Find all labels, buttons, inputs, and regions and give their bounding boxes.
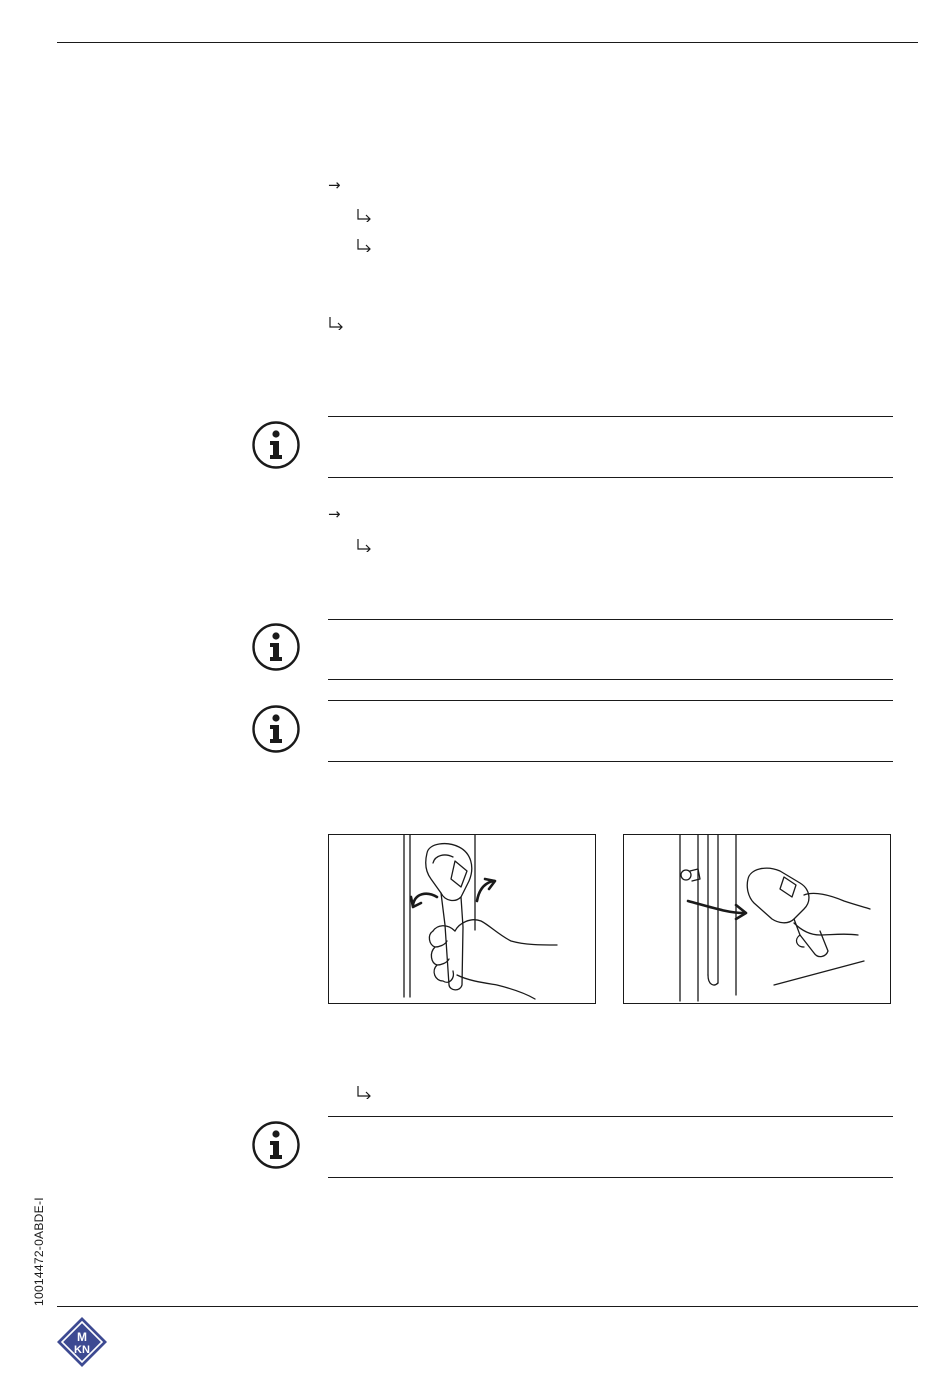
info-icon: [251, 420, 301, 470]
note-bottom-rule: [328, 761, 893, 762]
note-bottom-rule: [328, 1177, 893, 1178]
result-arrow-icon: [356, 1085, 372, 1099]
arrow-right-icon: →: [328, 505, 341, 523]
svg-text:KN: KN: [74, 1344, 90, 1356]
note-top-rule: [328, 619, 893, 620]
info-icon: [251, 1120, 301, 1170]
svg-text:M: M: [77, 1330, 87, 1344]
door-handle-pull-figure: [623, 834, 891, 1004]
arrow-right-icon: →: [328, 176, 341, 194]
info-icon: [251, 622, 301, 672]
footer-rule: [57, 1306, 918, 1307]
info-icon: [251, 704, 301, 754]
result-arrow-icon: [328, 316, 344, 330]
header-rule: [57, 42, 918, 43]
result-arrow-icon: [356, 208, 372, 222]
door-handle-turn-figure: [328, 834, 596, 1004]
note-top-rule: [328, 700, 893, 701]
note-bottom-rule: [328, 477, 893, 478]
result-arrow-icon: [356, 238, 372, 252]
document-number: 10014472-0ABDE-I: [32, 1197, 46, 1306]
note-top-rule: [328, 1116, 893, 1117]
note-top-rule: [328, 416, 893, 417]
note-bottom-rule: [328, 679, 893, 680]
result-arrow-icon: [356, 538, 372, 552]
mkn-logo: [56, 1316, 108, 1368]
